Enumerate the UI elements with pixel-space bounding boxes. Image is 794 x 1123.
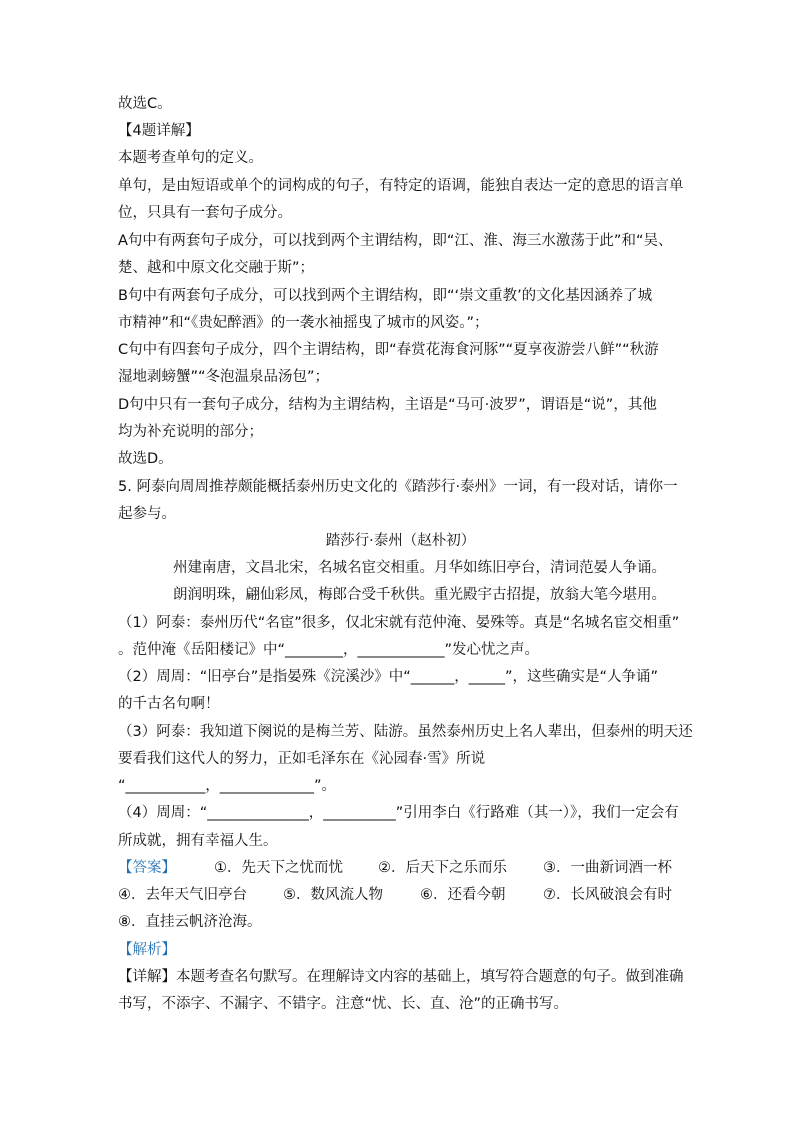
answer-label: 【答案】	[118, 860, 176, 876]
text-line: 楚、越和中原文化交融于斯”；	[118, 260, 315, 276]
answer-item: ⑤．数风流人物	[283, 887, 383, 903]
question-line: 的千古名句啊！	[118, 696, 220, 712]
answer-row	[118, 885, 683, 905]
text-line: 本题考查单句的定义。	[118, 150, 263, 166]
answer-row	[118, 858, 683, 878]
text-line: 湿地剥螃蟹”“冬泡温泉品汤包”；	[118, 369, 330, 385]
text-line: 故选D。	[118, 451, 173, 467]
question-stem: 起参与。	[118, 506, 176, 522]
answer-item: ①．先天下之忧而忧	[214, 860, 343, 876]
question-line: （3）阿泰：我知道下阕说的是梅兰芳、陆游。虽然泰州历史上名人辈出，但泰州的明天还	[118, 724, 693, 740]
poem-title: 踏莎行·泰州（赵朴初）	[325, 533, 476, 549]
answer-item: ⑥．还看今朝	[420, 887, 506, 903]
poem-line: 朗润明珠，翩仙彩凤，梅郎合受千秋供。重光殿宇古招提，放翁大笔今堪用。	[173, 587, 666, 603]
text-line: C句中有四套句子成分，四个主谓结构，即“春赏花海食河豚”“夏享夜游尝八鲜”“秋游	[118, 342, 659, 358]
text-line: A句中有两套句子成分，可以找到两个主谓结构，即“江、淮、海三水激荡于此”和“吴、	[118, 233, 673, 249]
question-line: 。范仲淹《岳阳楼记》中“________，____________”发心忧之声。	[118, 642, 540, 658]
analysis-line: 【详解】本题考查名句默写。在理解诗文内容的基础上，填写符合题意的句子。做到准确	[118, 969, 684, 985]
answer-item: ⑦．长风破浪会有时	[543, 887, 672, 903]
question-line: 所成就，拥有幸福人生。	[118, 833, 278, 849]
analysis-line: 书写，不添字、不漏字、不错字。注意“忧、长、直、沧”的正确书写。	[118, 996, 569, 1012]
answer-item: ②．后天下之乐而乐	[378, 860, 507, 876]
text-line: B句中有两套句子成分，可以找到两个主谓结构，即“‘崇文重教’的文化基因涵养了城	[118, 288, 653, 304]
analysis-label: 【解析】	[118, 942, 176, 958]
question-line: （2）周周：“旧亭台”是指晏殊《浣溪沙》中“______，_____”，这些确实是“人争诵”	[118, 669, 659, 685]
answer-item: ⑧．直挂云帆济沧海。	[118, 914, 262, 930]
text-line: 位，只具有一套句子成分。	[118, 205, 292, 221]
text-line: 单句，是由短语或单个的词构成的句子，有特定的语调，能独自表达一定的意思的语言单	[118, 178, 684, 194]
poem-line: 州建南唐，文昌北宋，名城名宦交相重。月华如练旧亭台，清词范晏人争诵。	[173, 560, 666, 576]
text-line: 故选C。	[118, 96, 172, 112]
text-line: 均为补充说明的部分；	[118, 424, 263, 440]
question-line: “___________，_____________”。	[118, 778, 337, 794]
question-stem: 5. 阿泰向周周推荐颇能概括泰州历史文化的《踏莎行·泰州》一词，有一段对话，请你一	[118, 479, 678, 495]
text-line: D句中只有一套句子成分，结构为主谓结构，主语是“马可·波罗”，谓语是“说”，其他	[118, 397, 657, 413]
answer-item: ④．去年天气旧亭台	[118, 887, 247, 903]
text-line: 市精神”和“《贵妃醉酒》的一袭水袖摇曳了城市的风姿。”；	[118, 315, 489, 331]
answer-row	[118, 912, 683, 932]
question-line: 要看我们这代人的努力，正如毛泽东在《沁园春·雪》所说	[118, 751, 486, 767]
answer-item: ③．一曲新词酒一杯	[543, 860, 672, 876]
section-heading: 【4题详解】	[118, 123, 200, 139]
question-line: （1）阿泰：泰州历代“名宦”很多，仅北宋就有范仲淹、晏殊等。真是“名城名宦交相重”	[118, 615, 680, 631]
question-line: （4）周周：“______________，__________”引用李白《行路难（其一）》，我们一定会有	[118, 805, 679, 821]
